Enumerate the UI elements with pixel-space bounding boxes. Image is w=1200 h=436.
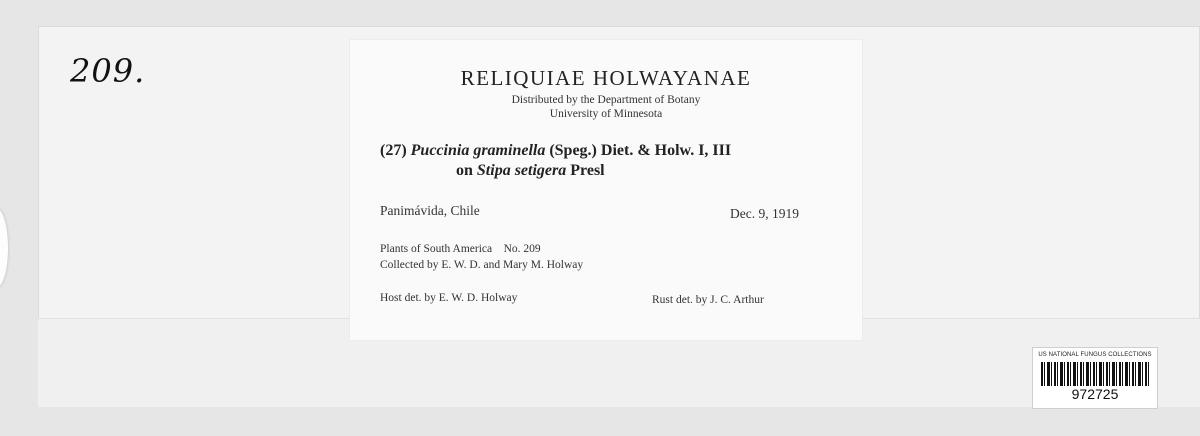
barcode-label xyxy=(1032,347,1158,409)
barcode-header: US NATIONAL FUNGUS COLLECTIONS xyxy=(1038,352,1152,358)
collectors-line: Collected by E. W. D. and Mary M. Holway xyxy=(380,259,584,271)
host-line xyxy=(456,162,605,180)
university-line: University of Minnesota xyxy=(549,108,663,120)
handwritten-number: 209. xyxy=(70,52,146,90)
series-line: Plants of South America No. 209 xyxy=(380,243,541,255)
label-title: RELIQUIAE HOLWAYANAE xyxy=(460,66,752,90)
host-determiner: Host det. by E. W. D. Holway xyxy=(380,292,518,304)
barcode-bars xyxy=(1041,362,1149,386)
collection-date: Dec. 9, 1919 xyxy=(730,206,799,221)
specimen-label xyxy=(350,40,862,340)
rust-determiner: Rust det. by J. C. Arthur xyxy=(652,294,764,306)
species-name: Puccinia graminella xyxy=(410,142,546,159)
species-line xyxy=(380,142,731,160)
species-authority: (Speg.) Diet. & Holw. I, III xyxy=(549,142,732,159)
species-number: (27) xyxy=(380,142,407,159)
host-authority: Presl xyxy=(570,162,605,179)
barcode-number: 972725 xyxy=(1071,386,1119,402)
distributed-line: Distributed by the Department of Botany xyxy=(511,94,701,106)
sheet-edge-tab xyxy=(0,208,8,288)
host-prefix: on xyxy=(456,162,473,179)
host-name: Stipa setigera xyxy=(476,162,567,179)
locality: Panimávida, Chile xyxy=(380,203,480,218)
